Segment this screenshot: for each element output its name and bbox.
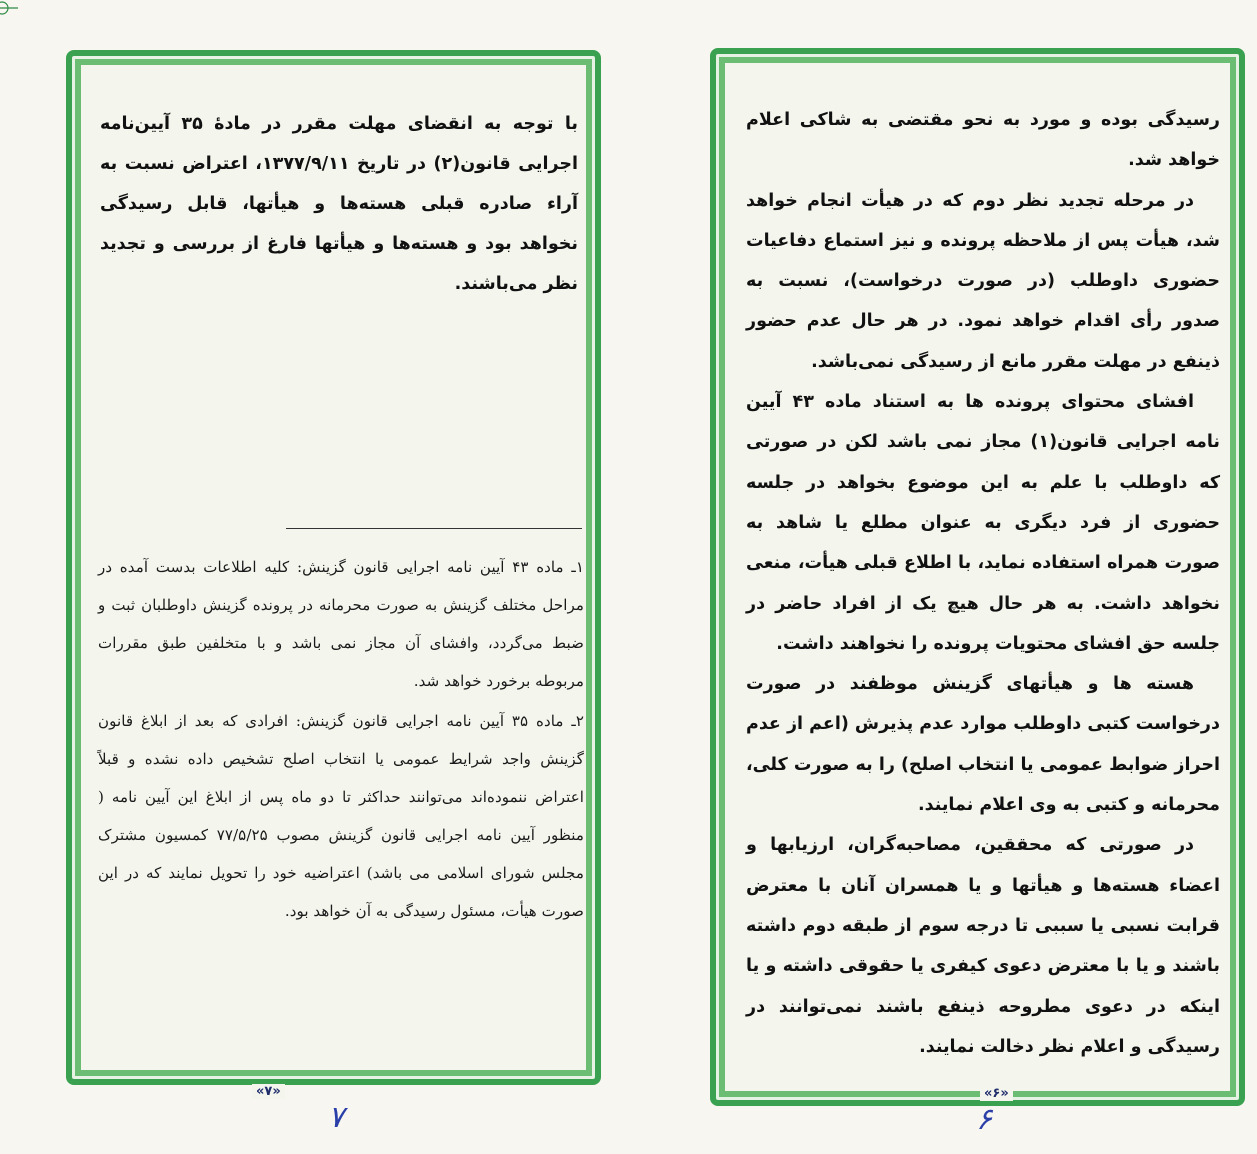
crop-mark-icon <box>0 0 18 16</box>
left-paragraph: با توجه به انقضای مهلت مقرر در مادۀ ۳۵ آیین‌نامه اجرایی قانون(۲) در تاریخ ۱۳۷۷/۹/۱۱، اعتراض نسبت به آراء صادره قبلی هسته‌ها و هیأتها، قابل رسیدگی نخواهد بود و هسته‌ها و هیأتها فارغ از بررسی و تجدید نظر می‌باشند. <box>100 114 578 294</box>
left-main-paragraph <box>100 104 578 304</box>
handwritten-page-number-left: ۷ <box>328 1100 345 1135</box>
footnotes <box>98 548 584 930</box>
right-paragraph-3: افشای محتوای پرونده ها به استناد ماده ۴۳ آیین نامه اجرایی قانون(۱) مجاز نمی باشد لکن در صورتی که داوطلب با علم به این موضوع بخواهد در جلسه حضوری از فرد دیگری به عنوان مطلع یا شاهد به صورت همراه استفاده نماید، با اطلاع قبلی هیأت، منعی نخواهد داشت. به هر حال هیچ یک از افراد حاضر در جلسه حق افشای محتویات پرونده را نخواهند داشت. <box>746 392 1220 654</box>
footnote-2: ۲ـ ماده ۳۵ آیین نامه اجرایی قانون گزینش: افرادی که بعد از ابلاغ قانون گزینش واجد شرایط عمومی یا انتخاب اصلح تشخیص داده نشده و قبلاً اعتراض ننموده‌اند می‌توانند حداکثر تا دو ماه پس از ابلاغ این آیین نامه ( منظور آیین نامه اجرایی قانون گزینش مصوب ۷۷/۵/۲۵ کمسیون مشترک مجلس شورای اسلامی می باشد) اعتراضیه خود را تحویل نمایند که در این صورت هیأت، مسئول رسیدگی به آن خواهد بود. <box>98 712 584 920</box>
right-main-text <box>746 100 1220 1067</box>
right-paragraph-4: هسته ها و هیأتهای گزینش موظفند در صورت درخواست کتبی داوطلب موارد عدم پذیرش (اعم از عدم احراز ضوابط عمومی یا انتخاب اصلح) را به صورت کلی، محرمانه و کتبی به وی اعلام نمایند. <box>746 674 1220 816</box>
right-paragraph-5: در صورتی که محققین، مصاحبه‌گران، ارزیابها و اعضاء هسته‌ها و هیأتها و یا همسران آنان با معترض قرابت نسبی یا سببی تا درجه سوم از طبقه دوم داشته باشند و یا با معترض دعوی کیفری یا حقوقی داشته و یا اینکه در دعوی مطروحه ذینفع باشند نمی‌توانند در رسیدگی و اعلام نظر دخالت نمایند. <box>746 835 1220 1057</box>
handwritten-page-number-right: ۶ <box>976 1102 993 1137</box>
page-number-left: «۷» <box>252 1084 285 1099</box>
right-paragraph-1: رسیدگی بوده و مورد به نحو مقتضی به شاکی اعلام خواهد شد. <box>746 110 1220 171</box>
page-number-right: «۶» <box>980 1086 1013 1101</box>
footnote-divider <box>286 528 582 529</box>
right-page <box>710 48 1245 1106</box>
left-page <box>66 50 601 1085</box>
right-paragraph-2: در مرحله تجدید نظر دوم که در هیأت انجام خواهد شد، هیأت پس از ملاحظه پرونده و نیز استماع دفاعیات حضوری داوطلب (در صورت درخواست)، نسبت به صدور رأی اقدام خواهد نمود. در هر حال عدم حضور ذینفع در مهلت مقرر مانع از رسیدگی نمی‌باشد. <box>746 190 1220 372</box>
footnote-1: ۱ـ ماده ۴۳ آیین نامه اجرایی قانون گزینش: کلیه اطلاعات بدست آمده در مراحل مختلف گزینش به صورت محرمانه در پرونده گزینش داوطلبان ثبت و ضبط می‌گردد، وافشای آن مجاز نمی باشد و با متخلفین طبق مقررات مربوطه برخورد خواهد شد. <box>98 558 584 690</box>
